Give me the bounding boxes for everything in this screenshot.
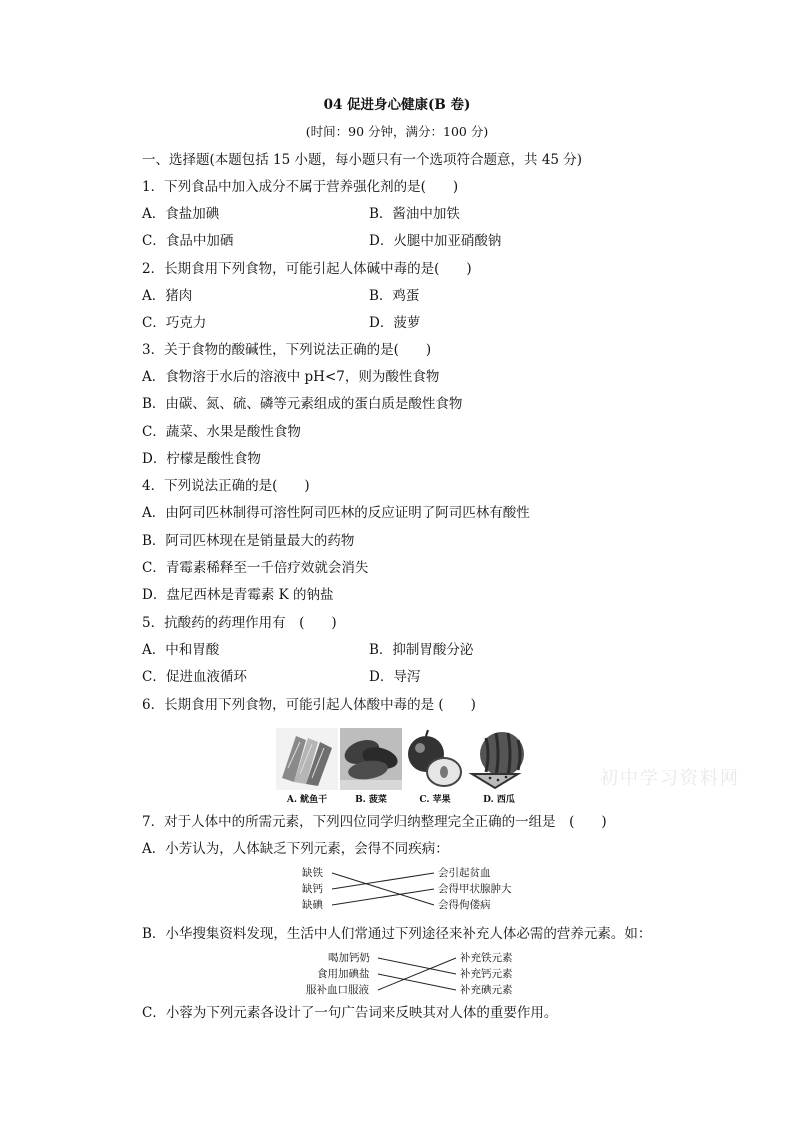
dried-squid-image [276,728,338,790]
question-6-stem: 6．长期食用下列食物，可能引起人体酸中毒的是 ( ) [142,697,476,713]
question-1-stem: 1．下列食品中加入成分不属于营养强化剂的是( ) [142,179,459,195]
b-left-1: 喝加钙奶 [328,952,370,964]
question-7-option-c: C．小蓉为下列元素各设计了一句广告词来反映其对人体的重要作用。 [142,1005,558,1021]
question-7-option-a: A．小芳认为，人体缺乏下列元素，会得不同疾病： [142,841,449,857]
question-3-option-c: C．蔬菜、水果是酸性食物 [142,424,301,440]
watermelon-image [468,728,530,790]
caption-d: D. 西瓜 [483,795,515,805]
question-3-option-a: A．食物溶于水后的溶液中 pH<7，则为酸性食物 [142,369,440,385]
a-right-3: 会得佝偻病 [438,899,491,911]
caption-b: B. 菠菜 [355,795,387,805]
a-right-2: 会得甲状腺肿大 [438,883,512,895]
apple-image [404,728,466,790]
question-1-option-d: D．火腿中加亚硝酸钠 [369,233,502,249]
question-2-option-b: B．鸡蛋 [369,288,420,304]
spinach-image [340,728,402,790]
question-1-option-c: C．食品中加硒 [142,233,234,249]
question-3-stem: 3．关于食物的酸碱性，下列说法正确的是( ) [142,342,432,358]
question-7-option-b: B．小华搜集资料发现，生活中人们常通过下列途径来补充人体必需的营养元素。如： [142,926,652,942]
caption-c: C. 苹果 [419,795,451,805]
question-2-option-d: D．菠萝 [369,315,421,331]
section-heading: 一、选择题(本题包括 15 小题，每小题只有一个选项符合题意，共 45 分) [142,152,583,168]
question-7-stem: 7．对于人体中的所需元素，下列四位同学归纳整理完全正确的一组是 ( ) [142,814,607,830]
caption-a: A. 鱿鱼干 [286,795,328,805]
question-1-option-b: B．酱油中加铁 [369,206,460,222]
matching-diagram-a [302,866,532,916]
question-5-option-a: A．中和胃酸 [142,642,220,658]
question-4-option-c: C．青霉素稀释至一千倍疗效就会消失 [142,560,369,576]
question-4-option-a: A．由阿司匹林制得可溶性阿司匹林的反应证明了阿司匹林有酸性 [142,505,530,521]
question-3-option-b: B．由碳、氮、硫、磷等元素组成的蛋白质是酸性食物 [142,396,463,412]
question-5-option-b: B．抑制胃酸分泌 [369,642,474,658]
food-image-row [272,728,522,804]
question-2-option-a: A．猪肉 [142,288,193,304]
question-4-option-b: B．阿司匹林现在是销量最大的药物 [142,533,355,549]
question-2-option-c: C．巧克力 [142,315,207,331]
a-left-1: 缺铁 [302,867,323,879]
a-left-3: 缺碘 [302,899,323,911]
matching-diagram-b [306,951,536,1001]
question-1-option-a: A．食盐加碘 [142,206,220,222]
b-left-3: 服补血口服液 [306,984,369,996]
question-5-option-d: D．导泻 [369,669,421,685]
question-3-option-d: D．柠檬是酸性食物 [142,451,261,467]
a-left-2: 缺钙 [302,883,323,895]
b-right-1: 补充铁元素 [460,952,513,964]
page-title: 04 促进身心健康(B 卷) [323,97,471,113]
b-right-3: 补充碘元素 [460,984,513,996]
b-right-2: 补充钙元素 [460,968,513,980]
b-left-2: 食用加碘盐 [317,968,370,980]
question-2-stem: 2．长期食用下列食物，可能引起人体碱中毒的是( ) [142,261,472,277]
question-4-stem: 4．下列说法正确的是( ) [142,478,310,494]
question-5-option-c: C．促进血液循环 [142,669,247,685]
watermark: 初中学习资料网 [600,768,740,789]
question-5-stem: 5．抗酸药的药理作用有 ( ) [142,615,337,631]
exam-info: (时间：90 分钟，满分：100 分) [305,124,489,139]
question-4-option-d: D．盘尼西林是青霉素 K 的钠盐 [142,587,334,603]
a-right-1: 会引起贫血 [438,867,491,879]
